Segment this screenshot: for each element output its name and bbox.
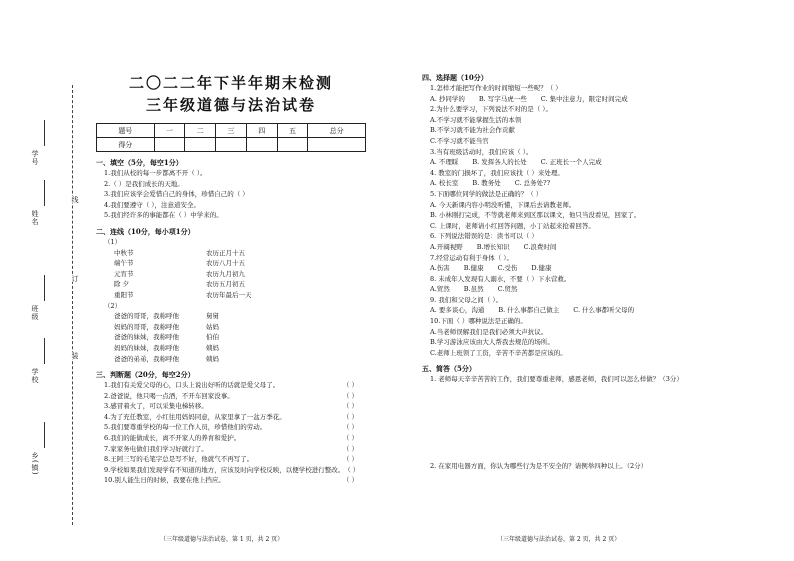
choice-question: 7.经常运动有利于身体（ ）。 (430, 253, 514, 262)
judge-text: 4.为了充任教室，小红往用妈妈同意，从家里拿了一盆万季花。 (104, 412, 286, 421)
judge-answer[interactable]: （ ） (342, 444, 358, 453)
footer-right: （三年级道德与法治试卷，第 2 页，共 2 页） (497, 536, 621, 543)
binding-label: 学校 (31, 368, 39, 384)
match-left[interactable]: 爸爸的哥哥，我称呼他 (114, 312, 179, 321)
choice-option[interactable]: C.受伤 (497, 264, 518, 273)
section5-q2: 2. 在家用电器方面，你认为哪些行为是不安全的？请例举四种以上。（2分） (430, 462, 648, 471)
choice-option[interactable]: C.不学习就不能当官 (430, 136, 489, 145)
fill-blank-item: 4.我们要遵守（ ），注意道安全。 (104, 200, 201, 209)
judge-answer[interactable]: （ ） (342, 381, 358, 390)
fill-blank-item: 2.（ ）是我们成长的天地。 (104, 179, 184, 188)
choice-options (422, 305, 742, 316)
choice-option[interactable]: B. 教务处 (472, 179, 501, 188)
binding-fill-line[interactable] (44, 180, 45, 206)
choice-option[interactable]: C.贸然 (497, 285, 518, 294)
choice-question: 10.下面（ ）哪种说法是正确的。 (430, 317, 527, 326)
match-row (96, 290, 366, 301)
choice-option[interactable]: C.浪费时间 (523, 242, 557, 251)
choice-option[interactable]: B. 发挥各人的长处 (472, 158, 527, 167)
match-left[interactable]: 元宵节 (114, 269, 134, 278)
choice-options (422, 157, 742, 168)
judge-answer[interactable]: （ ） (342, 476, 358, 485)
section3-items (96, 380, 366, 486)
judge-answer[interactable]: （ ） (342, 423, 358, 432)
left-column (96, 72, 366, 486)
judge-item (96, 465, 366, 476)
fill-blank-item: 5.我们经许多的事能都在（ ）中学来的。 (104, 211, 223, 220)
match-left[interactable]: 除 夕 (114, 280, 130, 289)
score-cell[interactable] (308, 138, 366, 152)
binding-fill-line[interactable] (44, 275, 45, 301)
exam-title-line2: 三年级道德与法治试卷 (145, 96, 316, 114)
judge-text: 2.爸爸说，他只喝一点酒，不开车回家没事。 (104, 391, 234, 400)
score-table-row (97, 138, 366, 152)
binding-label: 乡(镇) (31, 452, 39, 476)
judge-text: 5.我们要尊重学校的每一位工作人员，珍惜他们的劳动。 (104, 423, 267, 432)
judge-text: 9.学校如果我们发现学有不知道的地方，应该及时向学校反映，以便学校进行整改。 (104, 465, 345, 474)
judge-answer[interactable]: （ ） (342, 412, 358, 421)
judge-item (96, 412, 366, 423)
choice-option[interactable]: A. 不理睬 (430, 158, 459, 167)
choice-option[interactable]: B.增长知识 (476, 242, 510, 251)
match-row (96, 343, 366, 354)
choice-question: 3.当有班级活动时，我们应该（ ）。 (430, 147, 533, 156)
match-right[interactable]: 姨妈 (206, 343, 219, 352)
score-header-cell: 四 (246, 124, 277, 138)
score-row-label: 得分 (97, 138, 155, 152)
choice-option[interactable]: C. 总务处?? (514, 179, 551, 188)
match-row (96, 269, 366, 280)
binding-fill-line[interactable] (44, 422, 45, 448)
judge-item (96, 444, 366, 455)
judge-text: 10.别人能生日的时候，我要在他上挡应。 (104, 476, 225, 485)
judge-item (96, 380, 366, 391)
section2-part1 (96, 248, 366, 301)
choice-options (422, 242, 742, 253)
match-right[interactable]: 农历正月十五 (206, 248, 245, 257)
match-left[interactable]: 妈妈的妹妹，我称呼他 (114, 343, 179, 352)
match-left[interactable]: 中秋节 (114, 248, 134, 257)
match-left[interactable]: 爸爸的妹妹，我称呼他 (114, 333, 179, 342)
score-cell[interactable] (277, 138, 308, 152)
score-cell[interactable] (185, 138, 216, 152)
section5-title: 五、简答（5分） (422, 364, 476, 374)
score-header-cell: 题号 (97, 124, 155, 138)
choice-option[interactable]: A.不学习就不能掌握生活的本领 (430, 115, 522, 124)
fill-blank-item: 3.我们应该学会爱惜自己的身体，珍惜自己的（ ） (104, 190, 249, 199)
choice-options (422, 178, 742, 189)
choice-option[interactable]: B.虽然 (463, 285, 484, 294)
judge-answer[interactable]: （ ） (342, 434, 358, 443)
section4-questions (422, 83, 742, 358)
match-row (96, 332, 366, 343)
match-row (96, 248, 366, 259)
choice-option[interactable]: B.健康 (463, 264, 484, 273)
section1-title: 一、填空（5分，每空1分） (96, 158, 183, 167)
score-header-cell: 一 (154, 124, 185, 138)
right-column (422, 72, 742, 472)
judge-answer[interactable]: （ ） (342, 391, 358, 400)
score-cell[interactable] (216, 138, 247, 152)
choice-option[interactable]: C. 什么事都听父母的 (573, 306, 635, 315)
match-right[interactable]: 舅舅 (206, 312, 219, 321)
binding-mark: 装 (71, 352, 79, 359)
judge-item (96, 454, 366, 465)
match-row (96, 354, 366, 365)
choice-option[interactable]: B. 什么事都自己做主 (498, 306, 560, 315)
choice-question: 4. 教室的门损坏了，我们应该找（ ）来处理。 (430, 168, 564, 177)
score-table-header (97, 124, 366, 138)
choice-options (422, 263, 742, 274)
binding-mark: 线 (71, 196, 79, 203)
choice-option[interactable]: C. 正班长一个人完成 (540, 158, 602, 167)
exam-title-line1: 二〇二二年下半年期末检测 (128, 74, 333, 92)
match-left[interactable]: 重阳节 (114, 290, 134, 299)
section1-items (96, 168, 366, 221)
judge-text: 7.家家务电做们我们学习好就行了。 (104, 444, 208, 453)
match-right[interactable]: 农历年最后一天 (206, 290, 252, 299)
binding-label: 学号 (31, 150, 39, 166)
score-header-cell: 二 (185, 124, 216, 138)
score-header-cell: 总分 (308, 124, 366, 138)
section2-part2 (96, 311, 366, 364)
match-row (96, 279, 366, 290)
match-right[interactable]: 姨妈 (206, 354, 219, 363)
choice-option[interactable]: C. 集中注意力，限定时间完成 (540, 94, 628, 103)
choice-question: 2.为什么要学习，下列说法不对的是（ ）。 (430, 105, 553, 114)
footer-left: （三年级道德与法治试卷，第 1 页，共 2 页） (160, 536, 284, 543)
binding-mark: 订 (71, 275, 79, 282)
choice-option[interactable]: A. 今天新课内容小明没听懂，下课后去请教老师。 (430, 200, 576, 209)
match-left[interactable]: 爸爸的弟弟，我称呼他 (114, 354, 179, 363)
answer-space-1[interactable] (422, 385, 742, 461)
binding-label: 班级 (31, 305, 39, 321)
judge-answer[interactable]: （ ） (342, 402, 358, 411)
match-row (96, 322, 366, 333)
choice-option[interactable]: A.开阔视野 (430, 242, 463, 251)
section2-part1-label: （1） (104, 237, 122, 246)
choice-question: 9. 我们和父母之间（ ）。 (430, 295, 503, 304)
choice-option[interactable]: B. 写字马虎一些 (478, 94, 527, 103)
choice-options (422, 94, 742, 105)
match-right[interactable]: 伯伯 (206, 333, 219, 342)
fill-blank-item: 1.我们从校的每一步都离不开（ ）。 (104, 169, 207, 177)
match-row (96, 258, 366, 269)
judge-text: 3.感冒着火了，可以采集电梯转移。 (104, 402, 208, 411)
section4-title: 四、选择题（10分） (422, 73, 488, 82)
score-header-cell: 五 (277, 124, 308, 138)
binding-label: 姓名 (31, 210, 39, 226)
match-right[interactable]: 农历八月十五 (206, 259, 245, 268)
match-left[interactable]: 妈妈的哥哥，我称呼他 (114, 322, 179, 331)
choice-question: 6. 下列说法错误的是：读书可以（ ） (430, 232, 538, 241)
score-table (96, 123, 366, 152)
judge-item (96, 475, 366, 486)
choice-option[interactable]: A. 校长室 (430, 179, 459, 188)
score-cell[interactable] (154, 138, 185, 152)
choice-options (422, 284, 742, 295)
choice-option[interactable]: B. 小林刚打完成，不等就老师来到区那以课文，他只当没看见，回家了。 (430, 211, 641, 220)
choice-option[interactable]: B.不学习就不能为社会作贡献 (430, 126, 515, 135)
match-right[interactable]: 农历九月初九 (206, 269, 245, 278)
score-header-cell: 三 (216, 124, 247, 138)
section2-part2-label: （2） (104, 301, 122, 310)
match-right[interactable]: 姑妈 (206, 322, 219, 331)
choice-option[interactable]: C.老师上班领了工资，辛苦不辛苦都是应该的。 (430, 348, 567, 357)
choice-option[interactable]: B.学习游泳应该由大人帮我去规范的场所。 (430, 338, 554, 347)
section2-title: 二、连线（10分，每小项1分） (96, 226, 195, 236)
match-row (96, 311, 366, 322)
judge-answer[interactable]: （ ） (342, 455, 358, 464)
choice-option[interactable]: A. 抄同学的 (430, 94, 465, 103)
judge-answer[interactable]: （ ） (344, 465, 360, 474)
choice-question: 5.下面哪位同学的做法是正确的？（ ） (430, 189, 543, 198)
choice-option[interactable]: A. 要多谈心，沟通 (430, 306, 485, 315)
judge-item (96, 433, 366, 444)
match-right[interactable]: 农历五月初五 (206, 280, 245, 289)
judge-item (96, 401, 366, 412)
section3-title: 三、判断题（20分，每空2分） (96, 370, 195, 380)
choice-option[interactable]: A.当老师误解我们是我们必须大声抗议。 (430, 327, 548, 336)
judge-item (96, 391, 366, 402)
judge-text: 1.我们有关爱父母的心，口头上说出好听的话就是爱父母了。 (104, 381, 280, 390)
choice-option[interactable]: A.伤害 (430, 264, 450, 273)
binding-fill-line[interactable] (44, 338, 45, 364)
binding-fill-line[interactable] (44, 120, 45, 146)
binding-dashed-line (72, 85, 73, 525)
judge-text: 6.我们的能做成长，离不开家人的养育和爱护。 (104, 434, 241, 443)
choice-option[interactable]: D.健康 (531, 264, 552, 273)
match-left[interactable]: 端午节 (114, 259, 134, 268)
choice-option[interactable]: A.贸然 (430, 285, 450, 294)
judge-text: 8.王阿三写的毛笔字总是写不好，他就气不再写了。 (104, 455, 254, 464)
choice-question: 8. 未成年人发现有人溺水，不要（ ）下水营救。 (430, 274, 571, 283)
judge-item (96, 422, 366, 433)
choice-question: 1.怎样才能把写作业的时间缩短一些呢？（ ） (430, 84, 562, 92)
section5-q1: 1. 老师每天辛辛苦苦的工作，我们要尊重老师，感恩老师，我们可以怎么样做？（3分） (430, 375, 683, 384)
score-cell[interactable] (246, 138, 277, 152)
choice-option[interactable]: C. 上课时，老师请小红回答问题，小丁站起来抢着回答。 (430, 221, 595, 230)
